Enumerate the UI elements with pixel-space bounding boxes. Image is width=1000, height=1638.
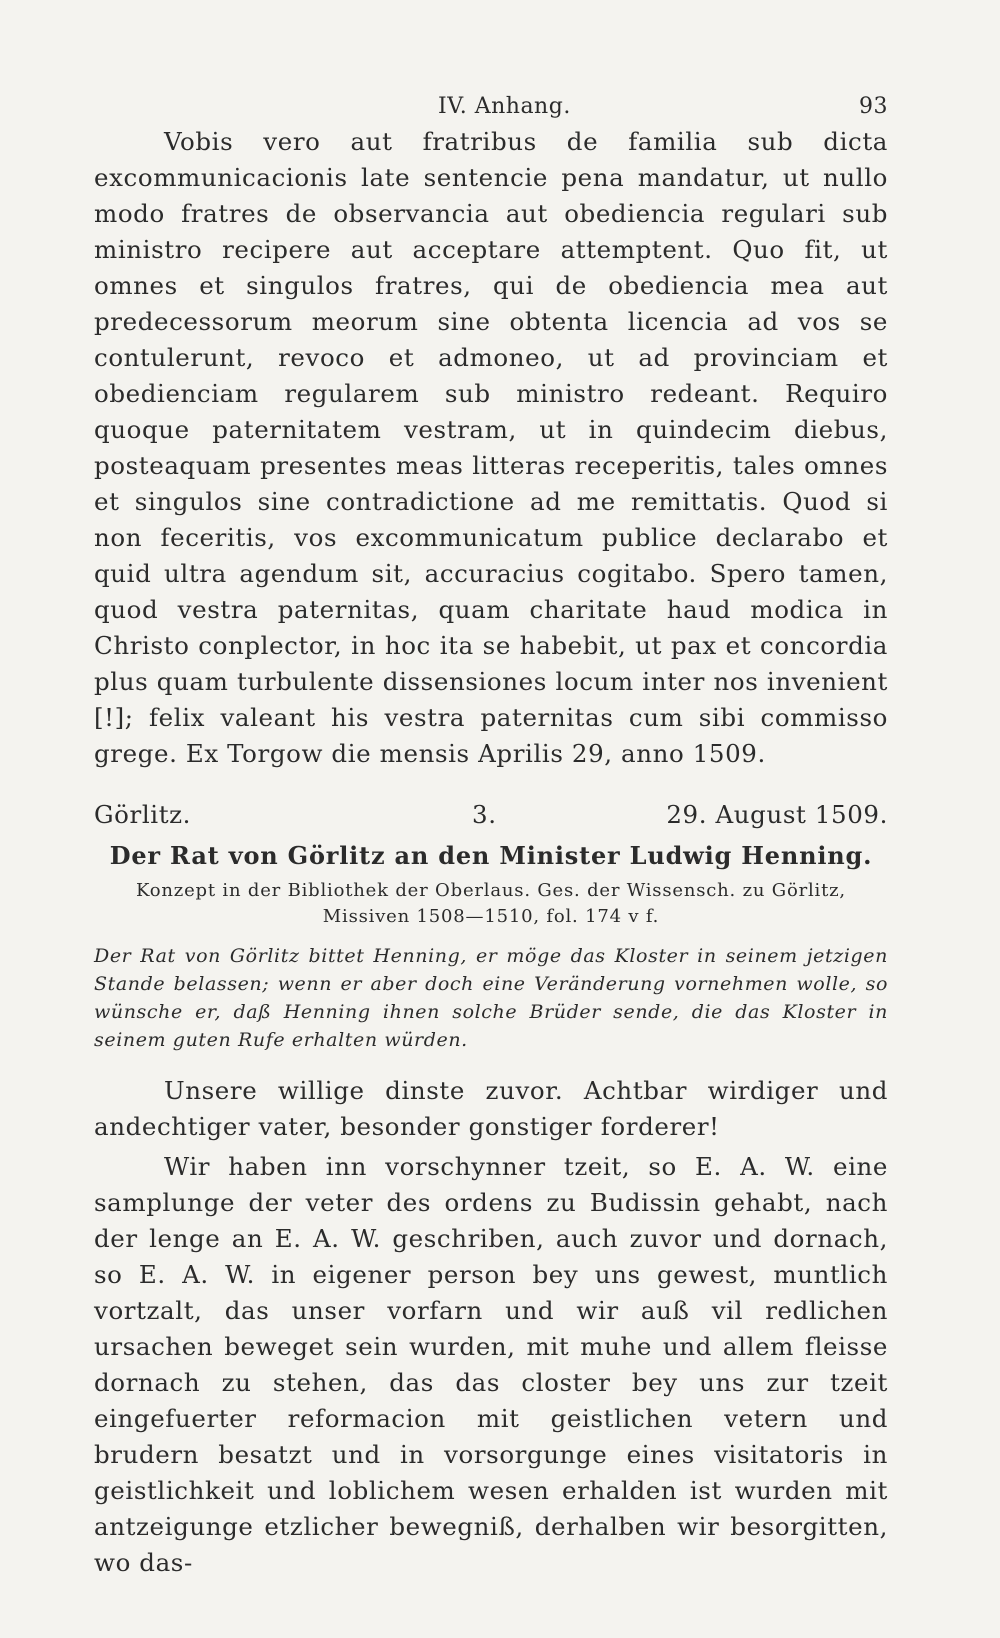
document-title: Der Rat von Görlitz an den Minister Ludwig Henning.: [109, 841, 873, 870]
letter-text: [94, 1073, 888, 1581]
letter-greeting: Unsere willige dinste zuvor. Achtbar wirdiger und andechtiger vater, besonder gonstiger forderer!: [94, 1076, 888, 1141]
source-note: [94, 878, 888, 930]
continuation-paragraph: Vobis vero aut fratribus de familia sub dicta excommunicacionis late sentencie pena mandatur, ut nullo modo fratres de observancia aut obediencia regulari sub ministro recipere aut acceptare attemptent. Quo fit, ut omnes et singulos fratres, qui de obediencia mea aut predecessorum meorum sine obtenta licencia ad vos se contulerunt, revoco et admoneo, ut ad provinciam et obedienciam regularem sub ministro redeant. Requiro quoque paternitatem vestram, ut in quindecim diebus, posteaquam presentes meas litteras receperitis, tales omnes et singulos sine contradictione ad me remittatis. Quod si non feceritis, vos excommunicatum publice declarabo et quid ultra agendum sit, accuracius cogitabo. Spero tamen, quod vestra paternitas, quam charitate haud modica in Christo conplector, in hoc ita se habebit, ut pax et concordia plus quam turbulente dissensiones locum inter nos invenient [!]; felix valeant his vestra paternitas cum sibi commisso grege. Ex Torgow die mensis Aprilis 29, anno 1509.: [94, 127, 888, 768]
document-heading: [94, 800, 888, 836]
page-header: [94, 90, 888, 124]
source-line-2: Missiven 1508—1510, fol. 174 v f.: [322, 906, 660, 927]
document-place: Görlitz.: [94, 800, 192, 829]
page-number: 93: [859, 94, 888, 119]
running-title: IV. Anhang.: [438, 94, 571, 119]
letter-paragraph: Wir haben inn vorschynner tzeit, so E. A. W. eine samplunge der veter des ordens zu Budissin gehabt, nach der lenge an E. A. W. geschriben, auch zuvor und dornach, so E. A. W. in eigener person bey uns gewest, muntlich vortzalt, das unser vorfarn und wir auß vil redlichen ursachen beweget sein wurden, mit muhe und allem fleisse dornach zu stehen, das das closter bey uns zur tzeit eingefuerter reformacion mit geistlichen vetern und brudern besatzt und in vorsorgunge eines visitatoris in geistlichkeit und loblichem wesen erhalden ist wurden mit antzeigunge etzlicher bewegniß, derhalben wir besorgitten, wo das-: [94, 1152, 888, 1577]
book-page: [94, 90, 888, 1581]
document-date: 29. August 1509.: [666, 800, 888, 829]
source-line-1: Konzept in der Bibliothek der Oberlaus. Ges. der Wissensch. zu Görlitz,: [136, 880, 846, 901]
regest-summary: Der Rat von Görlitz bittet Henning, er möge das Kloster in seinem jetzigen Stande belassen; wenn er aber doch eine Veränderung vornehmen wolle, so wünsche er, daß Henning ihnen solche Brüder sende, die das Kloster in seinem guten Rufe erhalten würden.: [94, 945, 888, 1051]
document-number: 3.: [472, 800, 497, 829]
